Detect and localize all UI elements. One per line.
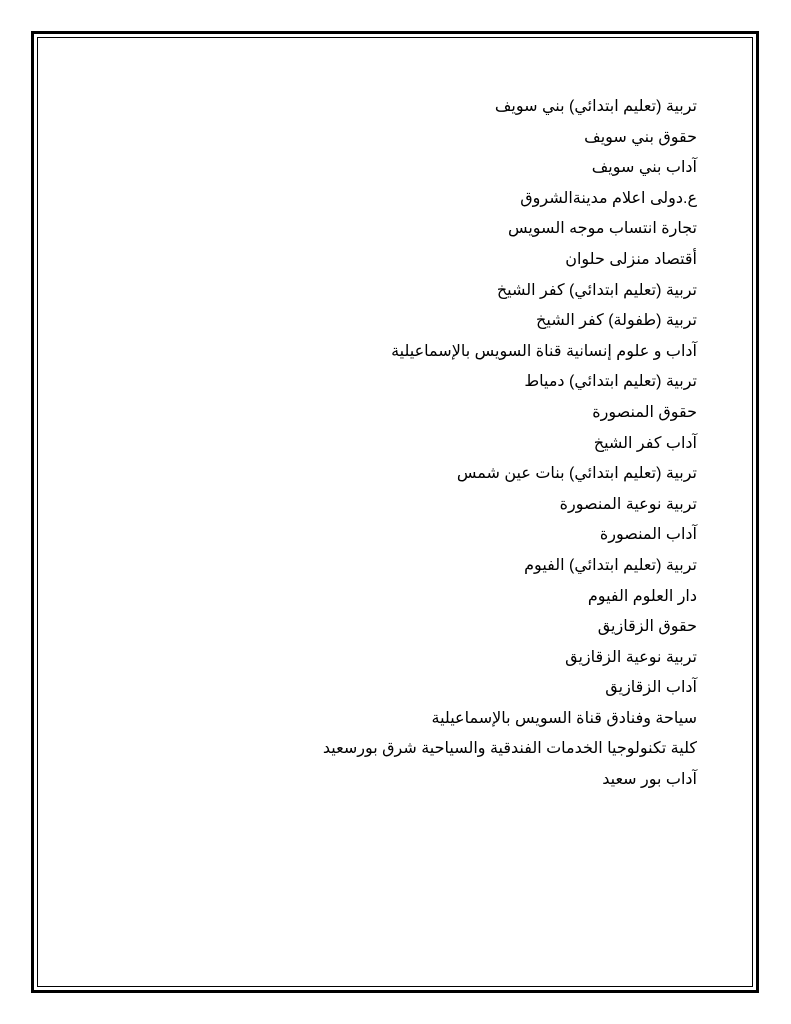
list-item: آداب الزقازيق bbox=[605, 679, 697, 697]
list-item: ع.دولى اعلام مدينةالشروق bbox=[520, 189, 697, 207]
list-item: آداب كفر الشيخ bbox=[593, 434, 697, 452]
list-item: آداب المنصورة bbox=[599, 526, 697, 544]
faculty-list bbox=[137, 92, 697, 796]
list-item: أقتصاد منزلى حلوان bbox=[565, 250, 697, 268]
list-item: آداب و علوم إنسانية قناة السويس بالإسماعيلية bbox=[391, 342, 697, 360]
list-item: تربية نوعية المنصورة bbox=[559, 495, 697, 513]
list-item: حقوق بني سويف bbox=[584, 128, 697, 146]
list-item: حقوق الزقازيق bbox=[597, 618, 697, 636]
list-item: تربية نوعية الزقازيق bbox=[565, 648, 697, 666]
list-item: تربية (تعليم ابتدائي) كفر الشيخ bbox=[496, 281, 697, 299]
list-item: دار العلوم الفيوم bbox=[587, 587, 697, 605]
list-item: تربية (طفولة) كفر الشيخ bbox=[536, 312, 697, 330]
list-item: سياحة وفنادق قناة السويس بالإسماعيلية bbox=[431, 709, 697, 727]
list-item: تربية (تعليم ابتدائي) دمياط bbox=[524, 373, 697, 391]
list-item: آداب بور سعيد bbox=[602, 771, 697, 789]
list-item: تجارة انتساب موجه السويس bbox=[507, 220, 697, 238]
list-item: تربية (تعليم ابتدائي) بني سويف bbox=[494, 98, 697, 115]
list-item: حقوق المنصورة bbox=[592, 403, 697, 421]
list-item: كلية تكنولوجيا الخدمات الفندقية والسياحية شرق بورسعيد bbox=[322, 740, 697, 758]
list-item: تربية (تعليم ابتدائي) بنات عين شمس bbox=[456, 465, 697, 483]
list-item: آداب بني سويف bbox=[591, 159, 697, 177]
list-item: تربية (تعليم ابتدائي) الفيوم bbox=[524, 556, 697, 574]
